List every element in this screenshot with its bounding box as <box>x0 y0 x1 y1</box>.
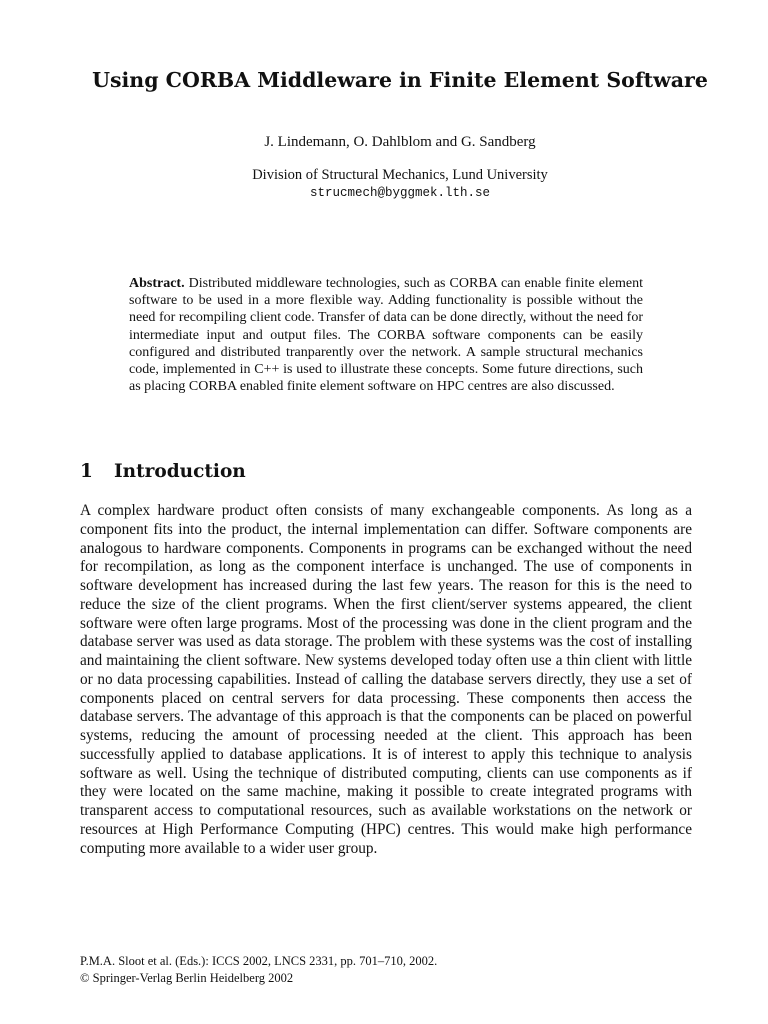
citation-line: P.M.A. Sloot et al. (Eds.): ICCS 2002, LNCS 2331, pp. 701–710, 2002. <box>80 954 438 968</box>
section-title: Introduction <box>114 461 246 482</box>
author-list: J. Lindemann, O. Dahlblom and G. Sandberg <box>264 134 536 150</box>
section-number: 1 <box>80 461 93 482</box>
paper-title: Using CORBA Middleware in Finite Element Software <box>92 68 708 92</box>
page-footer <box>80 953 700 987</box>
abstract-text: Distributed middleware technologies, such as CORBA can enable finite element software to be used in a more flexible way. Adding functionality is possible without the need for recompiling client code. Transfer of data can be done directly, without the need for intermediate input and output files. The CORBA software components can be easily configured and distributed tranparently over the network. A sample structural mechanics code, implemented in C++ is used to illustrate these concepts. Some future directions, such as placing CORBA enabled finite element software on HPC centres are also discussed. <box>129 276 643 395</box>
abstract <box>129 275 643 395</box>
contact-email: strucmech@byggmek.lth.se <box>309 186 491 200</box>
copyright-line: © Springer-Verlag Berlin Heidelberg 2002 <box>80 971 294 985</box>
introduction-paragraph: A complex hardware product often consists of many exchangeable components. As long as a component fits into the product, the internal implementation can differ. Software components are analogous to hardware components. Components in programs can be exchanged without the need for recompilation, as long as the component interface is unchanged. The use of components in software development has increased during the last few years. The reason for this is the need to reduce the size of the client programs. When the first client/server systems appeared, the client software were often large programs. Most of the processing was done in the client program and the database server was used as data storage. The problem with these systems was the cost of installing and maintaining the client software. New systems developed today often use a thin client with little or no data processing capabilities. Instead of calling the database servers directly, they use a set of components placed on central servers for data processing. These components then access the database servers. The advantage of this approach is that the components can be placed on powerful systems, reducing the amount of processing needed at the client. This approach has been successfully applied to database applications. It is of interest to apply this technique to analysis software as well. Using the technique of distributed computing, clients can use components as if they were located on the same machine, making it possible to create integrated programs with transparent access to computational resources, such as available workstations on the network or resources at High Performance Computing (HPC) centres. This would make high performance computing more available to a wider user group. <box>80 502 692 857</box>
affiliation: Division of Structural Mechanics, Lund University <box>252 167 548 183</box>
abstract-label: Abstract. <box>129 276 185 291</box>
section-heading <box>80 460 246 484</box>
